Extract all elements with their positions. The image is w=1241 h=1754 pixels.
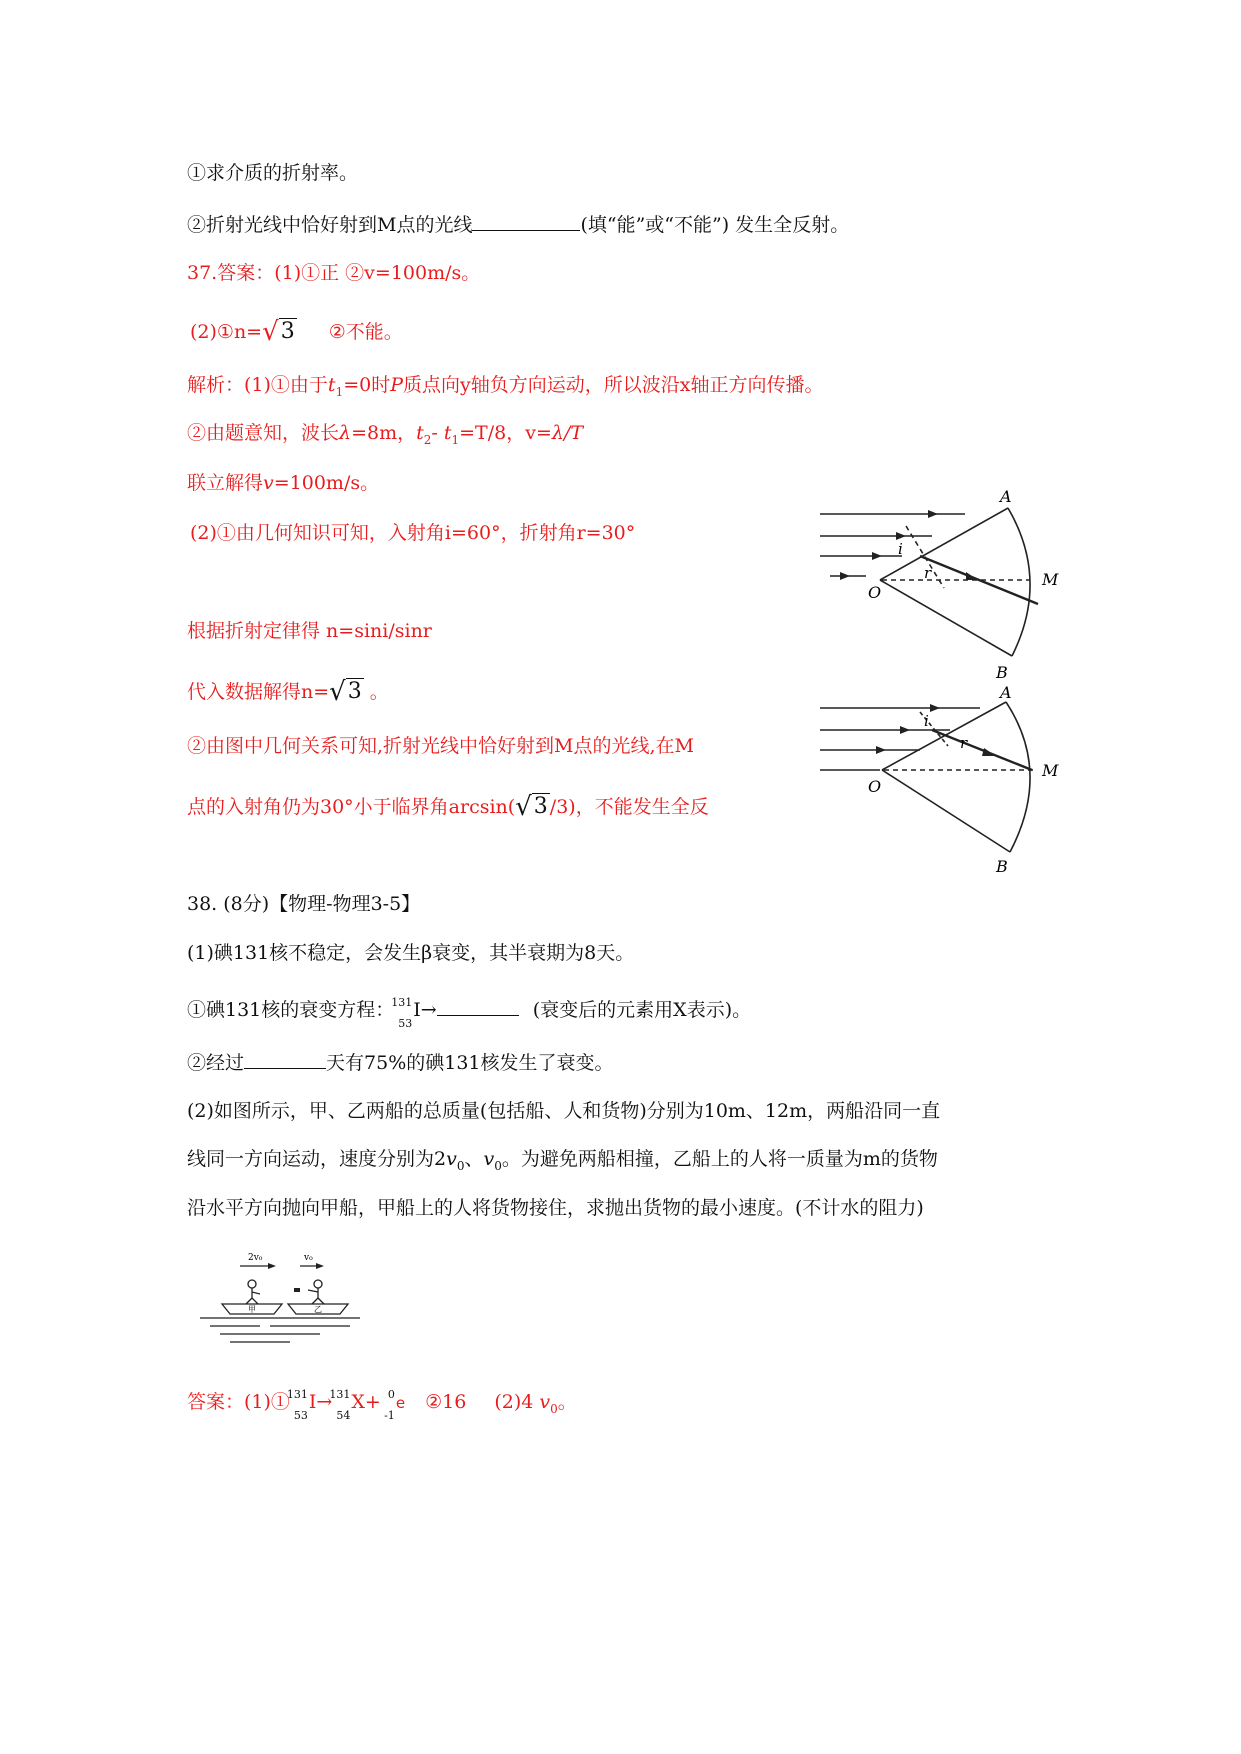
sol2-d: =T/8，v= <box>459 422 552 444</box>
solution-line6 <box>187 675 389 706</box>
mass-2: 131 <box>329 1388 351 1401</box>
sol1-t: t <box>327 374 336 396</box>
label-M: M <box>1042 761 1059 780</box>
label-i: i <box>924 712 929 730</box>
ans38-s2: X+ <box>351 1391 381 1413</box>
q38-p5-b: 、 <box>464 1148 484 1170</box>
sol6-post: 。 <box>369 681 389 703</box>
ans38-vs: 0 <box>550 1401 558 1416</box>
q38-part1-item1 <box>187 996 752 1030</box>
solution-line4: (2)①由几何知识可知，入射角i=60°，折射角r=30° <box>190 522 636 544</box>
answer-blank[interactable] <box>244 1050 326 1069</box>
q38-p2-pre: ①碘131核的衰变方程： <box>187 999 395 1021</box>
sol8-post: /3)，不能发生全反 <box>549 796 709 818</box>
q37-item2-tail: (填“能”或“不能”) 发生全反射。 <box>580 214 850 236</box>
boat-label-yi: 乙 <box>314 1305 322 1314</box>
sol2-b: =8m， <box>351 422 417 444</box>
sol2-t2: t <box>416 422 424 444</box>
nuclide-1 <box>286 1388 308 1422</box>
label-B: B <box>996 663 1008 682</box>
q38-p5-a: 线同一方向运动，速度分别为2 <box>187 1148 447 1170</box>
sol2-e: λ/T <box>551 422 583 444</box>
q38-part2-line2 <box>187 1148 938 1173</box>
z-2: 54 <box>336 1408 351 1422</box>
q38-p5-s: 0 <box>456 1158 465 1173</box>
solution-line3 <box>187 472 379 495</box>
sqrt-symbol: √ <box>515 792 532 822</box>
label-B: B <box>996 857 1008 876</box>
ans38-c: (2)4 <box>494 1391 534 1413</box>
ans37-line1: 37.答案：(1)①正 ②v=100m/s。 <box>187 262 481 284</box>
ans38-s3: e <box>395 1394 406 1412</box>
velocity-label-jia: 2v₀ <box>248 1253 263 1263</box>
sqrt-radicand: 3 <box>533 794 548 819</box>
boat-label-jia: 甲 <box>248 1305 256 1314</box>
sol2-t1: t <box>443 422 452 444</box>
sol1-b: =0时 <box>343 374 391 396</box>
q38-p5-v2: v <box>483 1148 495 1170</box>
label-M: M <box>1042 570 1059 589</box>
sol2-s1: 1 <box>451 432 460 447</box>
iodine-nuclide <box>391 996 413 1030</box>
q38-part2-line3: 沿水平方向抛向甲船，甲船上的人将货物接住，求抛出货物的最小速度。(不计水的阻力) <box>187 1197 924 1219</box>
z-3: -1 <box>384 1408 395 1422</box>
sol3-a: 联立解得 <box>187 472 264 494</box>
refraction-figure-1 <box>820 488 1070 688</box>
ans38-s1: I→ <box>308 1391 333 1413</box>
ans38-d: 。 <box>557 1391 577 1413</box>
sol1-c: 质点向y轴负方向运动，所以波沿x轴正方向传播。 <box>403 374 824 396</box>
sqrt-symbol: √ <box>262 317 279 347</box>
sol2-a: ②由题意知，波长 <box>187 422 340 444</box>
answer-blank[interactable] <box>472 212 580 231</box>
q37-item2-text: ②折射光线中恰好射到M点的光线 <box>187 214 473 236</box>
q38-part1: (1)碘131核不稳定，会发生β衰变，其半衰期为8天。 <box>187 942 635 964</box>
sol1-p: P <box>390 374 404 396</box>
mass-3: 0 <box>387 1388 395 1401</box>
q38-heading: 38. (8分)【物理-物理3-5】 <box>187 893 421 915</box>
q37-item1: ①求介质的折射率。 <box>187 162 359 184</box>
q38-part1-item2 <box>187 1050 614 1075</box>
q38-part2-line1: (2)如图所示，甲、乙两船的总质量(包括船、人和货物)分别为10m、12m，两船沿同一直 <box>187 1100 941 1122</box>
sol1-a: 解析：(1)①由于 <box>187 374 328 396</box>
label-A: A <box>1000 488 1012 506</box>
q38-p5-s2: 0 <box>494 1158 502 1173</box>
atomic-number: 53 <box>398 1016 413 1030</box>
q38-p5-v: v <box>446 1148 457 1170</box>
ans37-line2-pre: (2)①n= <box>190 321 263 343</box>
q38-p2-post: (衰变后的元素用X表示)。 <box>532 999 752 1021</box>
label-i: i <box>898 540 903 558</box>
q38-p3-pre: ②经过 <box>187 1052 245 1074</box>
velocity-label-yi: v₀ <box>304 1253 313 1263</box>
ans38-b: ②16 <box>425 1391 467 1413</box>
sol2-c: - <box>431 422 444 444</box>
nuclide-2 <box>329 1388 351 1422</box>
answer-blank[interactable] <box>437 997 519 1016</box>
label-O: O <box>868 583 882 602</box>
ans37-line2 <box>190 315 403 346</box>
sol2-lambda: λ <box>339 422 352 444</box>
q38-p5-c: 。为避免两船相撞，乙船上的人将一质量为m的货物 <box>501 1148 938 1170</box>
mass-number: 131 <box>391 996 413 1009</box>
mass-1: 131 <box>286 1388 308 1401</box>
sol2-s2: 2 <box>423 432 432 447</box>
q38-p2-sym: I→ <box>413 999 437 1021</box>
ans37-line2-post: ②不能。 <box>328 321 403 343</box>
label-O: O <box>868 777 882 796</box>
refraction-figure-2 <box>820 686 1070 876</box>
sol3-v: v <box>263 472 274 494</box>
q37-item2 <box>187 212 849 237</box>
solution-line1 <box>187 374 823 399</box>
sol1-sub: 1 <box>335 384 344 399</box>
solution-line2 <box>187 422 583 447</box>
solution-line7: ②由图中几何关系可知,折射光线中恰好射到M点的光线,在M <box>187 735 694 757</box>
ans38-line <box>187 1388 577 1422</box>
sqrt-radicand: 3 <box>347 679 362 704</box>
sol3-b: =100m/s。 <box>273 472 380 494</box>
sqrt-symbol: √ <box>329 677 346 707</box>
sol8-pre: 点的入射角仍为30°小于临界角arcsin( <box>187 796 516 818</box>
boats-figure <box>200 1248 360 1348</box>
z-1: 53 <box>293 1408 308 1422</box>
solution-line5: 根据折射定律得 n=sini/sinr <box>187 620 432 642</box>
sqrt-radicand: 3 <box>280 319 295 344</box>
label-r: r <box>960 734 968 752</box>
q38-p3-post: 天有75%的碘131核发生了衰变。 <box>326 1052 614 1074</box>
ans38-a: 答案：(1)① <box>187 1391 290 1413</box>
nuclide-3 <box>381 1388 395 1422</box>
sol6-pre: 代入数据解得n= <box>187 681 330 703</box>
label-A: A <box>1000 686 1012 702</box>
ans38-v: v <box>539 1391 551 1413</box>
label-r: r <box>924 564 932 582</box>
solution-line8 <box>187 790 709 821</box>
